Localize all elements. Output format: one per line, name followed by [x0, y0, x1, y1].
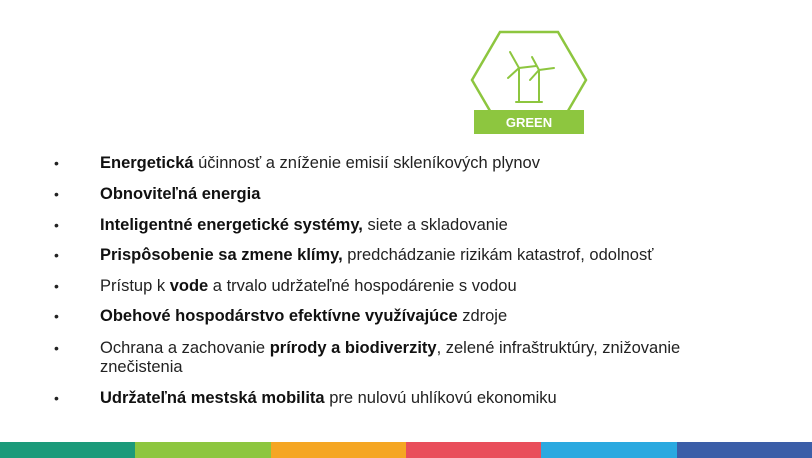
bullet-dot: • — [54, 217, 59, 233]
color-band-segment — [0, 442, 135, 458]
bullet-bold-text: vode — [169, 277, 209, 295]
bullet-text — [100, 185, 740, 204]
bullet-bold-text: prírody a biodiverzity — [269, 339, 437, 357]
bullet-plain-text: zdroje — [457, 307, 508, 325]
wind-turbine-icon — [470, 30, 588, 138]
bullet-dot: • — [54, 247, 59, 263]
bullet-bold-text: Obehové hospodárstvo efektívne využívajúce — [100, 307, 458, 325]
bullet-dot: • — [54, 390, 59, 406]
color-band-segment — [677, 442, 812, 458]
bullet-dot: • — [54, 155, 59, 171]
logo-label: GREEN — [505, 115, 553, 130]
bullet-plain-text: , zelené infraštruktúry, znižovanie znečistenia — [100, 339, 681, 376]
bullet-dot: • — [54, 186, 59, 202]
bullet-text — [100, 307, 740, 326]
bullet-plain-text: účinnosť a zníženie emisií skleníkových plynov — [193, 154, 540, 172]
bullet-text — [100, 154, 740, 173]
bullet-text — [100, 277, 740, 296]
color-band-segment — [406, 442, 541, 458]
green-logo — [470, 30, 588, 138]
bullet-bold-text: Obnoviteľná energia — [100, 185, 261, 203]
bullet-text — [100, 216, 740, 235]
bullet-dot: • — [54, 340, 59, 356]
bullet-plain-text: a trvalo udržateľné hospodárenie s vodou — [208, 277, 517, 295]
bullet-plain-text: Prístup k — [100, 277, 170, 295]
bullet-dot: • — [54, 278, 59, 294]
bullet-text — [100, 339, 740, 377]
bullet-bold-text: Prispôsobenie sa zmene klímy, — [100, 246, 343, 264]
bullet-dot: • — [54, 308, 59, 324]
color-band-segment — [271, 442, 406, 458]
bullet-bold-text: Energetická — [100, 154, 194, 172]
bullet-plain-text: Ochrana a zachovanie — [100, 339, 270, 357]
color-band-segment — [135, 442, 270, 458]
bullet-text — [100, 389, 740, 408]
bullet-plain-text: pre nulovú uhlíkovú ekonomiku — [324, 389, 557, 407]
bullet-bold-text: Inteligentné energetické systémy, — [100, 216, 363, 234]
bullet-plain-text: predchádzanie rizikám katastrof, odolnosť — [342, 246, 654, 264]
color-band-segment — [541, 442, 676, 458]
color-band — [0, 442, 812, 458]
bullet-bold-text: Udržateľná mestská mobilita — [100, 389, 325, 407]
bullet-text — [100, 246, 740, 265]
bullet-plain-text: siete a skladovanie — [362, 216, 508, 234]
